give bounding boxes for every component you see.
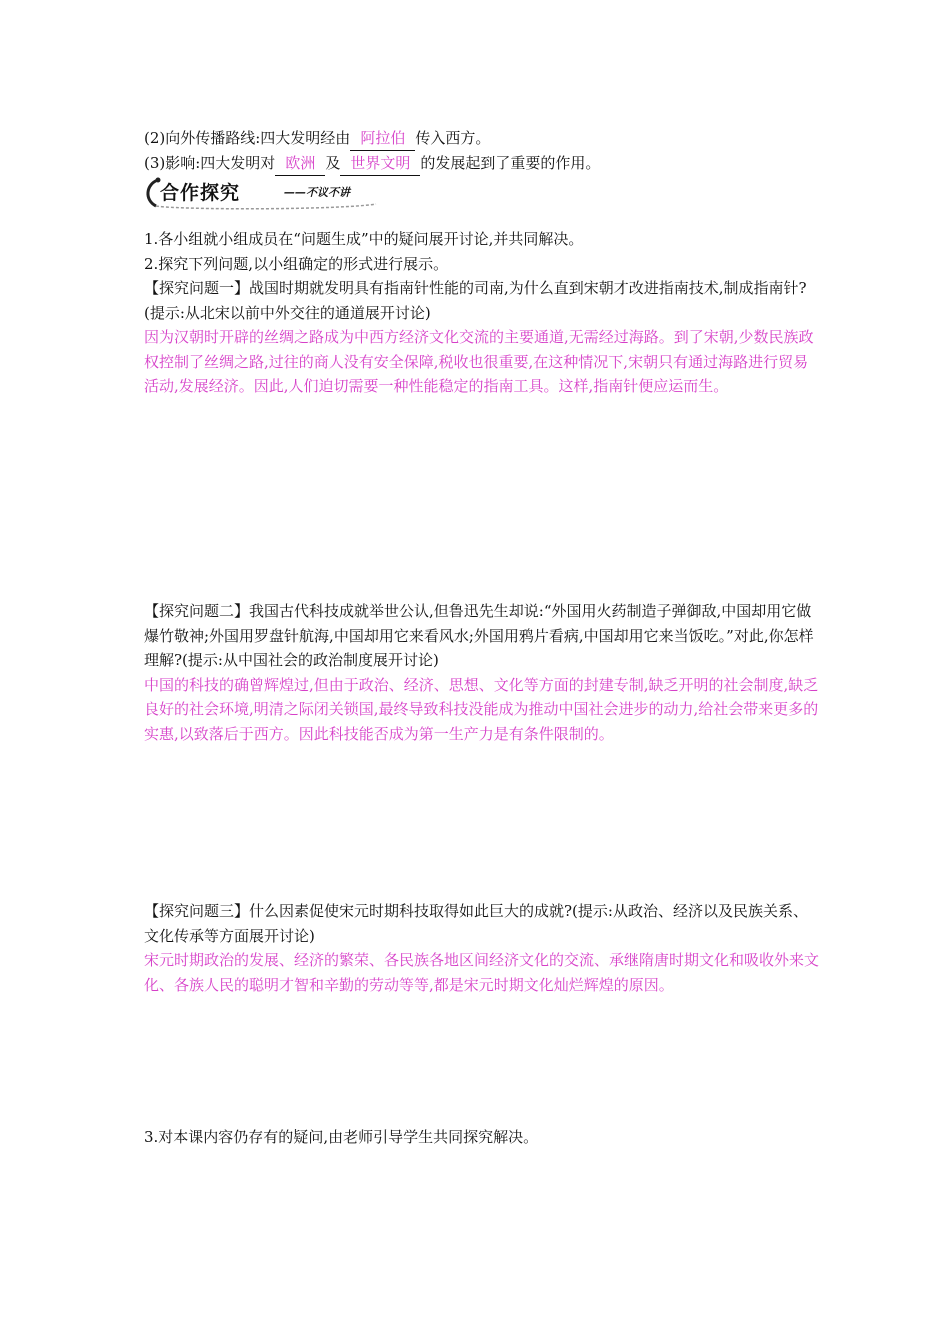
question-1-text: 【探究问题一】战国时期就发明具有指南针性能的司南,为什么直到宋朝才改进指南技术,制成指南针?(提示:从北宋以前中外交往的通道展开讨论) (144, 279, 807, 322)
question-3-text: 【探究问题三】什么因素促使宋元时期科技取得如此巨大的成就?(提示:从政治、经济以及民族关系、文化传承等方面展开讨论) (144, 902, 808, 945)
step-1: 1.各小组就小组成员在“问题生成”中的疑问展开讨论,并共同解决。 (144, 230, 584, 248)
question-block-2 (144, 599, 820, 746)
question-2-answer: 中国的科技的确曾辉煌过,但由于政治、经济、思想、文化等方面的封建专制,缺乏开明的社会制度,缺乏良好的社会环境,明清之际闭关锁国,最终导致科技没能成为推动中国社会进步的动力,给社会带来更多的实惠,以致落后于西方。因此科技能否成为第一生产力是有条件限制的。 (144, 675, 819, 743)
influence-answer-world: 世界文明 (340, 151, 420, 176)
question-block-1 (144, 276, 820, 399)
section-heading (140, 174, 380, 210)
influence-middle: 及 (325, 154, 341, 172)
influence-line (144, 151, 814, 176)
section-title: 合作探究 (160, 182, 241, 204)
spread-route-answer: 阿拉伯 (350, 126, 415, 151)
question-block-3 (144, 899, 820, 997)
spread-route-prefix: (2)向外传播路线:四大发明经由 (144, 129, 351, 147)
influence-answer-europe: 欧洲 (275, 151, 325, 176)
influence-suffix: 的发展起到了重要的作用。 (420, 154, 601, 172)
question-2-text: 【探究问题二】我国古代科技成就举世公认,但鲁迅先生却说:“外国用火药制造子弹御敌,中国却用它做爆竹敬神;外国用罗盘针航海,中国却用它来看风水;外国用鸦片看病,中国却用它来当饭吃。”对此,你怎样理解?(提示:从中国社会的政治制度展开讨论) (144, 602, 814, 669)
step-3: 3.对本课内容仍存有的疑问,由老师引导学生共同探究解决。 (144, 1128, 539, 1146)
section-subtitle: ——不议不讲 (284, 186, 350, 199)
influence-prefix: (3)影响:四大发明对 (144, 154, 276, 172)
question-1-answer: 因为汉朝时开辟的丝绸之路成为中西方经济文化交流的主要通道,无需经过海路。到了宋朝,少数民族政权控制了丝绸之路,过往的商人没有安全保障,税收也很重要,在这种情况下,宋朝只有通过海路进行贸易活动,发展经济。因此,人们迫切需要一种性能稳定的指南工具。这样,指南针便应运而生。 (144, 328, 814, 395)
question-3-answer: 宋元时期政治的发展、经济的繁荣、各民族各地区间经济文化的交流、承继隋唐时期文化和吸收外来文化、各族人民的聪明才智和辛勤的劳动等等,都是宋元时期文化灿烂辉煌的原因。 (144, 951, 820, 994)
spread-route-suffix: 传入西方。 (415, 129, 491, 147)
step-2: 2.探究下列问题,以小组确定的形式进行展示。 (144, 255, 449, 273)
spread-route-line (144, 126, 814, 151)
